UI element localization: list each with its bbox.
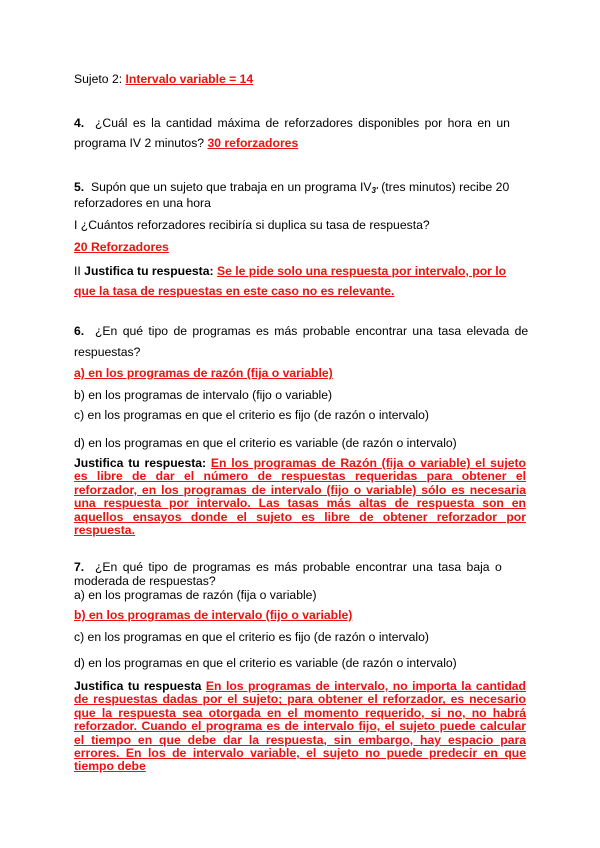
q6-justification-block bbox=[74, 457, 526, 537]
q6-justify-label: Justifica tu respuesta: bbox=[74, 456, 207, 470]
q4-text-line2: programa IV 2 minutos? bbox=[74, 136, 205, 150]
q7-option-b-text: b) en los programas de intervalo (fijo o variable) bbox=[74, 608, 353, 622]
q7-justification: En los programas de intervalo, no importa la cantidad de respuestas dadas por el sujeto; para obtener el reforzador, es necesario que la respuesta sea otorgada en el momento requerido, si no, no habrá reforzador. Cuando el programa es de intervalo fijo, el sujeto puede calcular el tiempo en que debe dar la respuesta, sin embargo, hay espacio para errores. En los de intervalo variable, el sujeto no puede predecir en que tiempo debe bbox=[74, 679, 527, 774]
q7-text-line1: ¿En qué tipo de programas es más probable encontrar una tasa baja o bbox=[94, 560, 502, 574]
q7-option-a bbox=[74, 588, 528, 603]
q7-option-d-text: d) en los programas en que el criterio es variable (de razón o intervalo) bbox=[74, 656, 457, 670]
q6-text-line2: respuestas? bbox=[74, 345, 141, 359]
q6-option-b bbox=[74, 388, 528, 403]
q6-option-c-text: c) en los programas en que el criterio es fijo (de razón o intervalo) bbox=[74, 408, 429, 422]
q5-text-b: (tres minutos) recibe 20 bbox=[377, 180, 510, 194]
q6-line1 bbox=[74, 324, 528, 339]
q7-text-line2: moderada de respuestas? bbox=[74, 574, 216, 588]
q5-part1 bbox=[74, 218, 528, 233]
q5-answer2-line2: que la tasa de respuestas en este caso no es relevante. bbox=[74, 284, 395, 298]
q6-number: 6. bbox=[74, 324, 85, 338]
q5-answer1-line bbox=[74, 240, 528, 255]
q6-option-b-text: b) en los programas de intervalo (fijo o variable) bbox=[74, 388, 333, 402]
q7-number: 7. bbox=[74, 560, 85, 574]
q7-option-c bbox=[74, 630, 528, 645]
q7-line1 bbox=[74, 560, 528, 575]
sujeto-line bbox=[74, 72, 528, 87]
q5-justify-label: Justifica tu respuesta: bbox=[84, 264, 214, 278]
q7-option-d bbox=[74, 656, 528, 671]
q7-option-b bbox=[74, 608, 528, 623]
sujeto-label: Sujeto 2: bbox=[74, 72, 123, 86]
q5-answer2-line2-wrap bbox=[74, 284, 528, 299]
q6-option-d-text: d) en los programas en que el criterio es variable (de razón o intervalo) bbox=[74, 436, 457, 450]
q6-option-d bbox=[74, 436, 528, 451]
q5-line2 bbox=[74, 196, 528, 211]
q4-line2 bbox=[74, 136, 528, 151]
q6-option-a bbox=[74, 366, 528, 381]
q5-subscript: 3' bbox=[371, 186, 378, 195]
q5-text-line2: reforzadores en una hora bbox=[74, 196, 211, 210]
q5-part2 bbox=[74, 264, 528, 279]
q5-part1-text: I ¿Cuántos reforzadores recibiría si duplica su tasa de respuesta? bbox=[74, 218, 430, 232]
q7-line2 bbox=[74, 574, 528, 589]
q5-text-a: Supón que un sujeto que trabaja en un programa IV bbox=[90, 180, 372, 194]
q6-justification: En los programas de Razón (fija o variable) el sujeto es libre de dar el número de respuestas requeridas para obtener el reforzador, en los programas de intervalo (fijo o variable) sólo es necesaria una respuesta por intervalo. Las tasas más altas de respuesta son en aquellos ensayos donde el sujeto es libre de obtener reforzador por respuesta. bbox=[74, 456, 526, 538]
q4-answer: 30 reforzadores bbox=[207, 136, 299, 150]
q4-text-line1: ¿Cuál es la cantidad máxima de reforzadores disponibles por hora en un bbox=[94, 116, 510, 130]
sujeto-answer: Intervalo variable = 14 bbox=[125, 72, 254, 86]
q5-answer2-line1: Se le pide solo una respuesta por intervalo, por lo bbox=[216, 264, 507, 278]
q7-option-c-text: c) en los programas en que el criterio es fijo (de razón o intervalo) bbox=[74, 630, 429, 644]
q6-line2 bbox=[74, 345, 528, 360]
q4-line1 bbox=[74, 116, 528, 131]
q7-justification-block bbox=[74, 680, 526, 774]
q6-text-line1: ¿En qué tipo de programas es más probable encontrar una tasa elevada de bbox=[94, 324, 529, 338]
q5-part2-prefix: II bbox=[74, 264, 81, 278]
q4-number: 4. bbox=[74, 116, 85, 130]
q7-option-a-text: a) en los programas de razón (fija o variable) bbox=[74, 588, 317, 602]
q6-option-a-text: a) en los programas de razón (fija o variable) bbox=[74, 366, 333, 380]
q6-option-c bbox=[74, 408, 528, 423]
q5-answer1: 20 Reforzadores bbox=[74, 240, 169, 254]
q5-number: 5. bbox=[74, 180, 85, 194]
q7-justify-label: Justifica tu respuesta bbox=[74, 679, 202, 693]
